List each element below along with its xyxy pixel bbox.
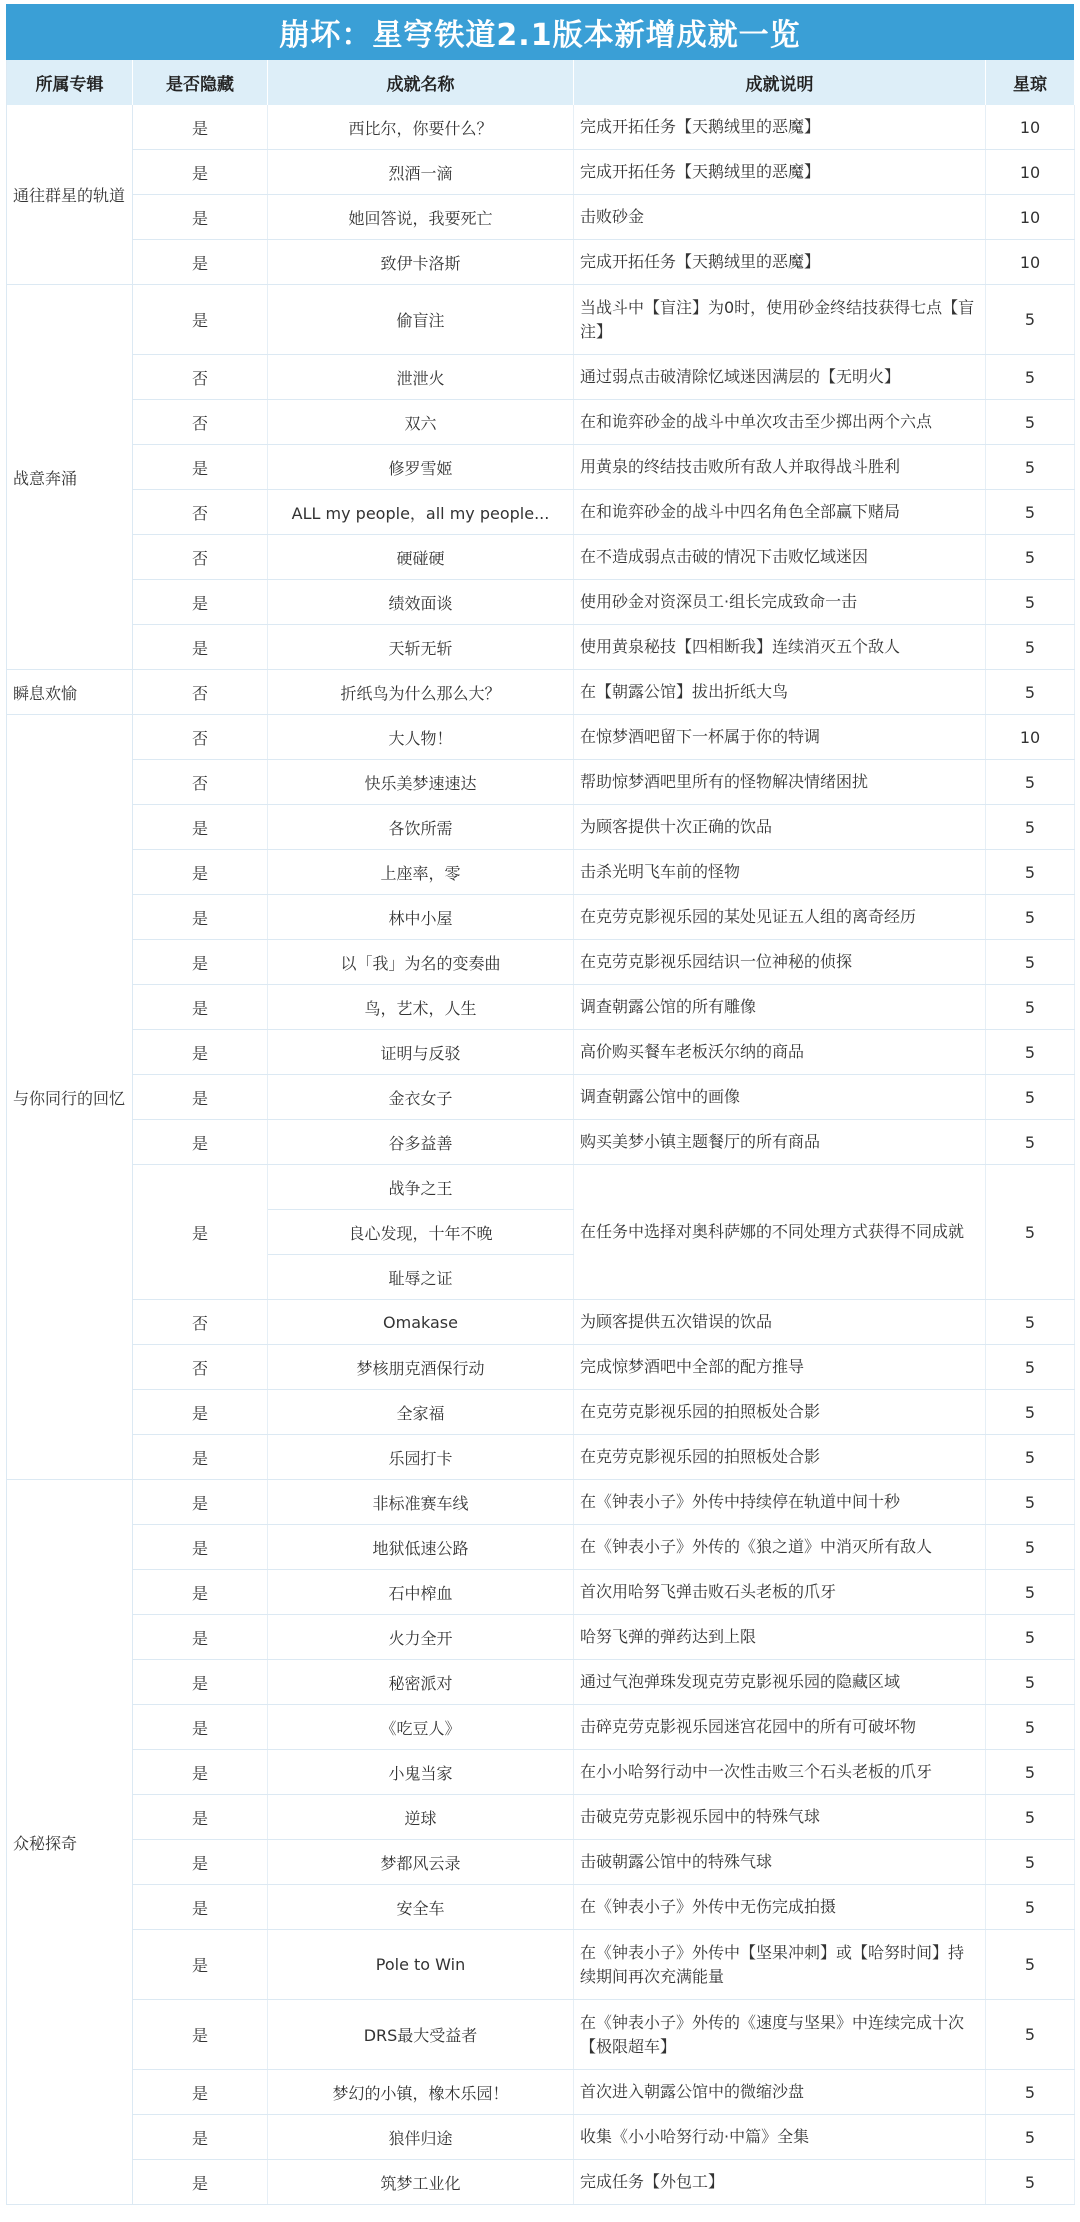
description-cell: 在《钟表小子》外传中【坚果冲刺】或【哈努时间】持续期间再次充满能量 xyxy=(574,1930,986,2000)
table-row xyxy=(7,1120,1075,1165)
table-row xyxy=(7,400,1075,445)
achievement-name-cell: 折纸鸟为什么那么大？ xyxy=(268,670,574,715)
achievement-table-card xyxy=(6,4,1074,2205)
stellar-jade-cell: 5 xyxy=(986,580,1075,625)
hidden-cell: 是 xyxy=(133,940,268,985)
hidden-cell: 是 xyxy=(133,240,268,285)
table-row xyxy=(7,1480,1075,1525)
achievement-name-cell: 狼伴归途 xyxy=(268,2115,574,2160)
stellar-jade-cell: 5 xyxy=(986,1885,1075,1930)
hidden-cell: 是 xyxy=(133,1480,268,1525)
table-row xyxy=(7,1840,1075,1885)
stellar-jade-cell: 5 xyxy=(986,535,1075,580)
achievement-name-cell: ALL my people，all my people... xyxy=(268,490,574,535)
description-cell: 帮助惊梦酒吧里所有的怪物解决情绪困扰 xyxy=(574,760,986,805)
achievement-name-cell: 小鬼当家 xyxy=(268,1750,574,1795)
achievement-name-cell: 偷盲注 xyxy=(268,285,574,355)
description-cell: 首次用哈努飞弹击败石头老板的爪牙 xyxy=(574,1570,986,1615)
hidden-cell: 是 xyxy=(133,1885,268,1930)
achievement-name-cell: 梦幻的小镇，橡木乐园！ xyxy=(268,2070,574,2115)
achievement-name-cell: 地狱低速公路 xyxy=(268,1525,574,1570)
description-cell: 购买美梦小镇主题餐厅的所有商品 xyxy=(574,1120,986,1165)
hidden-cell: 否 xyxy=(133,490,268,535)
stellar-jade-cell: 5 xyxy=(986,400,1075,445)
hidden-cell: 是 xyxy=(133,2000,268,2070)
album-cell: 战意奔涌 xyxy=(7,285,133,670)
stellar-jade-cell: 5 xyxy=(986,1705,1075,1750)
achievement-name-cell: 以「我」为名的变奏曲 xyxy=(268,940,574,985)
hidden-cell: 是 xyxy=(133,2115,268,2160)
stellar-jade-cell: 10 xyxy=(986,240,1075,285)
description-cell: 当战斗中【盲注】为0时，使用砂金终结技获得七点【盲注】 xyxy=(574,285,986,355)
stellar-jade-cell: 5 xyxy=(986,1300,1075,1345)
table-row xyxy=(7,2070,1075,2115)
table-row xyxy=(7,670,1075,715)
hidden-cell: 是 xyxy=(133,1120,268,1165)
description-cell: 为顾客提供五次错误的饮品 xyxy=(574,1300,986,1345)
stellar-jade-cell: 5 xyxy=(986,985,1075,1030)
hidden-cell: 是 xyxy=(133,1750,268,1795)
description-cell: 在和诡弈砂金的战斗中单次攻击至少掷出两个六点 xyxy=(574,400,986,445)
stellar-jade-cell: 5 xyxy=(986,760,1075,805)
table-row xyxy=(7,1660,1075,1705)
table-row xyxy=(7,490,1075,535)
stellar-jade-cell: 5 xyxy=(986,1120,1075,1165)
table-row xyxy=(7,195,1075,240)
achievement-name-cell: 绩效面谈 xyxy=(268,580,574,625)
achievement-table xyxy=(6,60,1075,2205)
achievement-name-cell: Omakase xyxy=(268,1300,574,1345)
achievement-name-cell: 良心发现，十年不晚 xyxy=(268,1210,574,1255)
table-row xyxy=(7,1885,1075,1930)
stellar-jade-cell: 5 xyxy=(986,1615,1075,1660)
stellar-jade-cell: 5 xyxy=(986,895,1075,940)
table-row xyxy=(7,1435,1075,1480)
hidden-cell: 是 xyxy=(133,805,268,850)
stellar-jade-cell: 5 xyxy=(986,850,1075,895)
description-cell: 在《钟表小子》外传中持续停在轨道中间十秒 xyxy=(574,1480,986,1525)
table-header-row xyxy=(7,60,1075,105)
hidden-cell: 是 xyxy=(133,1075,268,1120)
stellar-jade-cell: 5 xyxy=(986,1075,1075,1120)
achievement-name-cell: 石中榨血 xyxy=(268,1570,574,1615)
achievement-name-cell: 各饮所需 xyxy=(268,805,574,850)
achievement-name-cell: 大人物！ xyxy=(268,715,574,760)
achievement-name-cell: 安全车 xyxy=(268,1885,574,1930)
hidden-cell: 是 xyxy=(133,285,268,355)
album-cell: 通往群星的轨道 xyxy=(7,105,133,285)
description-cell: 完成开拓任务【天鹅绒里的恶魔】 xyxy=(574,150,986,195)
description-cell: 使用砂金对资深员工·组长完成致命一击 xyxy=(574,580,986,625)
hidden-cell: 是 xyxy=(133,150,268,195)
description-cell: 调查朝露公馆中的画像 xyxy=(574,1075,986,1120)
hidden-cell: 是 xyxy=(133,1660,268,1705)
description-cell: 调查朝露公馆的所有雕像 xyxy=(574,985,986,1030)
stellar-jade-cell: 5 xyxy=(986,1165,1075,1300)
table-row xyxy=(7,1165,1075,1210)
stellar-jade-cell: 5 xyxy=(986,1390,1075,1435)
table-row xyxy=(7,805,1075,850)
description-cell: 使用黄泉秘技【四相断我】连续消灭五个敌人 xyxy=(574,625,986,670)
stellar-jade-cell: 5 xyxy=(986,1030,1075,1075)
achievement-name-cell: 谷多益善 xyxy=(268,1120,574,1165)
stellar-jade-cell: 5 xyxy=(986,1435,1075,1480)
hidden-cell: 是 xyxy=(133,1840,268,1885)
stellar-jade-cell: 5 xyxy=(986,355,1075,400)
description-cell: 在克劳克影视乐园的拍照板处合影 xyxy=(574,1435,986,1480)
stellar-jade-cell: 5 xyxy=(986,670,1075,715)
achievement-name-cell: 全家福 xyxy=(268,1390,574,1435)
stellar-jade-cell: 5 xyxy=(986,805,1075,850)
table-row xyxy=(7,715,1075,760)
header-album: 所属专辑 xyxy=(7,60,133,105)
table-row xyxy=(7,850,1075,895)
achievement-name-cell: 筑梦工业化 xyxy=(268,2160,574,2205)
table-row xyxy=(7,240,1075,285)
hidden-cell: 是 xyxy=(133,2160,268,2205)
stellar-jade-cell: 5 xyxy=(986,940,1075,985)
table-row xyxy=(7,105,1075,150)
table-row xyxy=(7,150,1075,195)
description-cell: 击碎克劳克影视乐园迷宫花园中的所有可破坏物 xyxy=(574,1705,986,1750)
hidden-cell: 是 xyxy=(133,445,268,490)
table-row xyxy=(7,2160,1075,2205)
hidden-cell: 是 xyxy=(133,1570,268,1615)
header-hidden: 是否隐藏 xyxy=(133,60,268,105)
achievement-name-cell: 火力全开 xyxy=(268,1615,574,1660)
achievement-name-cell: 上座率，零 xyxy=(268,850,574,895)
stellar-jade-cell: 5 xyxy=(986,2115,1075,2160)
table-row xyxy=(7,445,1075,490)
achievement-name-cell: 证明与反驳 xyxy=(268,1030,574,1075)
table-row xyxy=(7,1300,1075,1345)
achievement-name-cell: Pole to Win xyxy=(268,1930,574,2000)
description-cell: 用黄泉的终结技击败所有敌人并取得战斗胜利 xyxy=(574,445,986,490)
description-cell: 哈努飞弹的弹药达到上限 xyxy=(574,1615,986,1660)
description-cell: 在和诡弈砂金的战斗中四名角色全部赢下赌局 xyxy=(574,490,986,535)
hidden-cell: 是 xyxy=(133,1930,268,2000)
stellar-jade-cell: 5 xyxy=(986,1570,1075,1615)
achievement-name-cell: 烈酒一滴 xyxy=(268,150,574,195)
achievement-name-cell: 金衣女子 xyxy=(268,1075,574,1120)
table-row xyxy=(7,1030,1075,1075)
table-row xyxy=(7,355,1075,400)
description-cell: 在《钟表小子》外传的《速度与坚果》中连续完成十次【极限超车】 xyxy=(574,2000,986,2070)
description-cell: 高价购买餐车老板沃尔纳的商品 xyxy=(574,1030,986,1075)
achievement-name-cell: 乐园打卡 xyxy=(268,1435,574,1480)
description-cell: 完成惊梦酒吧中全部的配方推导 xyxy=(574,1345,986,1390)
table-row xyxy=(7,1345,1075,1390)
achievement-name-cell: 秘密派对 xyxy=(268,1660,574,1705)
stellar-jade-cell: 10 xyxy=(986,715,1075,760)
achievement-name-cell: 《吃豆人》 xyxy=(268,1705,574,1750)
stellar-jade-cell: 5 xyxy=(986,1345,1075,1390)
table-row xyxy=(7,1075,1075,1120)
table-row xyxy=(7,580,1075,625)
description-cell: 在克劳克影视乐园的拍照板处合影 xyxy=(574,1390,986,1435)
hidden-cell: 否 xyxy=(133,535,268,580)
table-row xyxy=(7,2115,1075,2160)
table-row xyxy=(7,2000,1075,2070)
achievement-name-cell: 致伊卡洛斯 xyxy=(268,240,574,285)
hidden-cell: 是 xyxy=(133,1030,268,1075)
hidden-cell: 否 xyxy=(133,355,268,400)
achievement-name-cell: 林中小屋 xyxy=(268,895,574,940)
hidden-cell: 是 xyxy=(133,1390,268,1435)
stellar-jade-cell: 5 xyxy=(986,2160,1075,2205)
hidden-cell: 是 xyxy=(133,2070,268,2115)
hidden-cell: 是 xyxy=(133,1435,268,1480)
table-row xyxy=(7,760,1075,805)
hidden-cell: 否 xyxy=(133,400,268,445)
stellar-jade-cell: 5 xyxy=(986,2070,1075,2115)
hidden-cell: 是 xyxy=(133,1165,268,1300)
description-cell: 完成任务【外包工】 xyxy=(574,2160,986,2205)
description-cell: 在任务中选择对奥科萨娜的不同处理方式获得不同成就 xyxy=(574,1165,986,1300)
achievement-name-cell: 西比尔，你要什么？ xyxy=(268,105,574,150)
stellar-jade-cell: 5 xyxy=(986,1840,1075,1885)
description-cell: 通过气泡弹珠发现克劳克影视乐园的隐藏区域 xyxy=(574,1660,986,1705)
hidden-cell: 否 xyxy=(133,1345,268,1390)
achievement-name-cell: 修罗雪姬 xyxy=(268,445,574,490)
table-row xyxy=(7,1795,1075,1840)
hidden-cell: 是 xyxy=(133,850,268,895)
table-row xyxy=(7,1390,1075,1435)
description-cell: 击破朝露公馆中的特殊气球 xyxy=(574,1840,986,1885)
description-cell: 在《钟表小子》外传的《狼之道》中消灭所有敌人 xyxy=(574,1525,986,1570)
achievement-name-cell: 硬碰硬 xyxy=(268,535,574,580)
description-cell: 在惊梦酒吧留下一杯属于你的特调 xyxy=(574,715,986,760)
stellar-jade-cell: 5 xyxy=(986,1660,1075,1705)
header-stellar-jade: 星琼 xyxy=(986,60,1075,105)
description-cell: 在克劳克影视乐园的某处见证五人组的离奇经历 xyxy=(574,895,986,940)
table-row xyxy=(7,1615,1075,1660)
album-cell: 瞬息欢愉 xyxy=(7,670,133,715)
description-cell: 在【朝露公馆】拔出折纸大鸟 xyxy=(574,670,986,715)
table-row xyxy=(7,895,1075,940)
description-cell: 击破克劳克影视乐园中的特殊气球 xyxy=(574,1795,986,1840)
header-description: 成就说明 xyxy=(574,60,986,105)
hidden-cell: 否 xyxy=(133,670,268,715)
achievement-name-cell: 梦核朋克酒保行动 xyxy=(268,1345,574,1390)
achievement-name-cell: DRS最大受益者 xyxy=(268,2000,574,2070)
stellar-jade-cell: 5 xyxy=(986,1480,1075,1525)
stellar-jade-cell: 5 xyxy=(986,2000,1075,2070)
stellar-jade-cell: 10 xyxy=(986,105,1075,150)
hidden-cell: 是 xyxy=(133,985,268,1030)
hidden-cell: 是 xyxy=(133,625,268,670)
table-row xyxy=(7,1525,1075,1570)
description-cell: 在不造成弱点击破的情况下击败忆域迷因 xyxy=(574,535,986,580)
achievement-name-cell: 天斩无斩 xyxy=(268,625,574,670)
achievement-name-cell: 耻辱之证 xyxy=(268,1255,574,1300)
achievement-name-cell: 她回答说，我要死亡 xyxy=(268,195,574,240)
table-row xyxy=(7,1930,1075,2000)
description-cell: 击败砂金 xyxy=(574,195,986,240)
hidden-cell: 是 xyxy=(133,1525,268,1570)
stellar-jade-cell: 5 xyxy=(986,1795,1075,1840)
album-cell: 与你同行的回忆 xyxy=(7,715,133,1480)
description-cell: 在《钟表小子》外传中无伤完成拍摄 xyxy=(574,1885,986,1930)
stellar-jade-cell: 5 xyxy=(986,1930,1075,2000)
description-cell: 收集《小小哈努行动·中篇》全集 xyxy=(574,2115,986,2160)
achievement-name-cell: 快乐美梦速速达 xyxy=(268,760,574,805)
achievement-name-cell: 双六 xyxy=(268,400,574,445)
hidden-cell: 否 xyxy=(133,760,268,805)
table-row xyxy=(7,535,1075,580)
stellar-jade-cell: 5 xyxy=(986,1525,1075,1570)
stellar-jade-cell: 5 xyxy=(986,445,1075,490)
hidden-cell: 是 xyxy=(133,1705,268,1750)
stellar-jade-cell: 5 xyxy=(986,490,1075,535)
hidden-cell: 是 xyxy=(133,1795,268,1840)
page-title: 崩坏：星穹铁道2.1版本新增成就一览 xyxy=(6,4,1074,60)
stellar-jade-cell: 10 xyxy=(986,150,1075,195)
description-cell: 首次进入朝露公馆中的微缩沙盘 xyxy=(574,2070,986,2115)
description-cell: 在小小哈努行动中一次性击败三个石头老板的爪牙 xyxy=(574,1750,986,1795)
stellar-jade-cell: 10 xyxy=(986,195,1075,240)
description-cell: 击杀光明飞车前的怪物 xyxy=(574,850,986,895)
achievement-name-cell: 梦都风云录 xyxy=(268,1840,574,1885)
description-cell: 通过弱点击破清除忆域迷因满层的【无明火】 xyxy=(574,355,986,400)
table-row xyxy=(7,285,1075,355)
header-name: 成就名称 xyxy=(268,60,574,105)
achievement-name-cell: 泄泄火 xyxy=(268,355,574,400)
achievement-name-cell: 逆球 xyxy=(268,1795,574,1840)
description-cell: 完成开拓任务【天鹅绒里的恶魔】 xyxy=(574,240,986,285)
hidden-cell: 否 xyxy=(133,1300,268,1345)
hidden-cell: 否 xyxy=(133,715,268,760)
table-row xyxy=(7,1570,1075,1615)
stellar-jade-cell: 5 xyxy=(986,1750,1075,1795)
achievement-name-cell: 鸟，艺术，人生 xyxy=(268,985,574,1030)
hidden-cell: 是 xyxy=(133,580,268,625)
hidden-cell: 是 xyxy=(133,895,268,940)
table-row xyxy=(7,1750,1075,1795)
description-cell: 为顾客提供十次正确的饮品 xyxy=(574,805,986,850)
stellar-jade-cell: 5 xyxy=(986,285,1075,355)
hidden-cell: 是 xyxy=(133,1615,268,1660)
album-cell: 众秘探奇 xyxy=(7,1480,133,2205)
hidden-cell: 是 xyxy=(133,195,268,240)
description-cell: 完成开拓任务【天鹅绒里的恶魔】 xyxy=(574,105,986,150)
stellar-jade-cell: 5 xyxy=(986,625,1075,670)
achievement-name-cell: 非标准赛车线 xyxy=(268,1480,574,1525)
table-row xyxy=(7,1705,1075,1750)
table-row xyxy=(7,985,1075,1030)
table-row xyxy=(7,940,1075,985)
hidden-cell: 是 xyxy=(133,105,268,150)
achievement-name-cell: 战争之王 xyxy=(268,1165,574,1210)
table-row xyxy=(7,625,1075,670)
description-cell: 在克劳克影视乐园结识一位神秘的侦探 xyxy=(574,940,986,985)
